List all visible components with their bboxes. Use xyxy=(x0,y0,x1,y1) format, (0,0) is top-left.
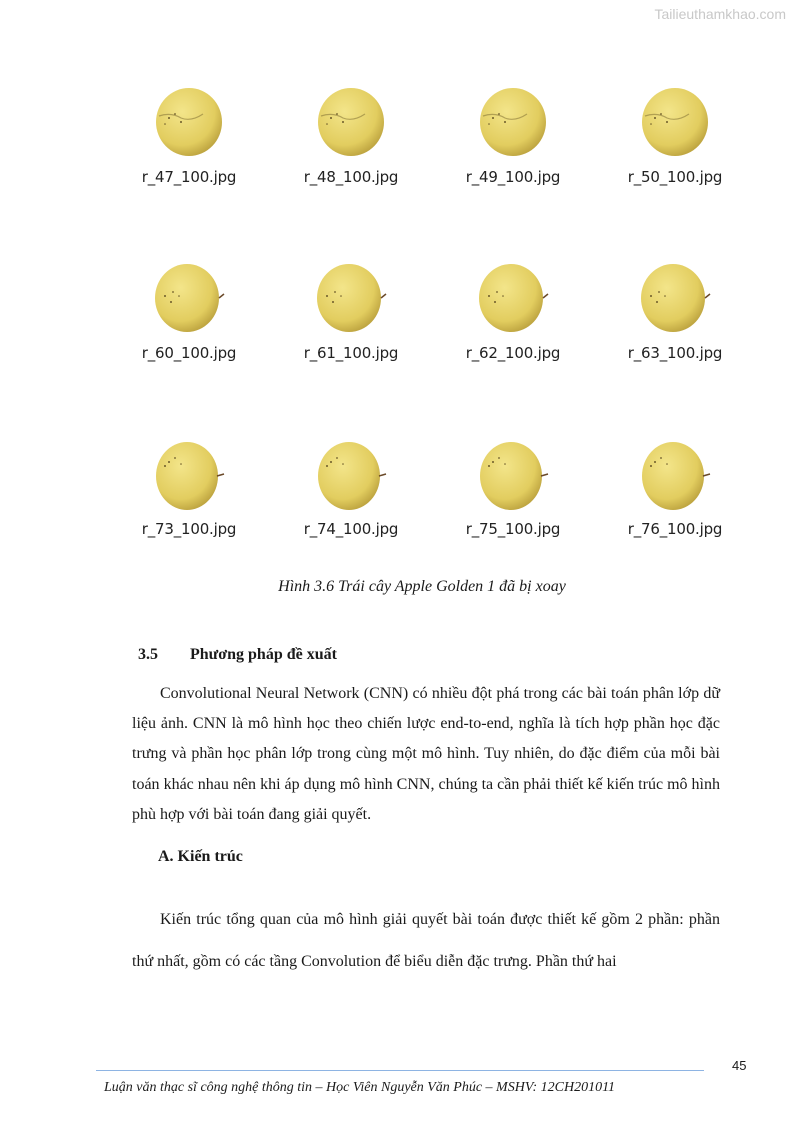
image-thumbnail xyxy=(108,84,270,260)
apple-image xyxy=(313,84,389,160)
image-filename: r_63_100.jpg xyxy=(627,344,723,362)
apple-image xyxy=(637,84,713,160)
paragraph xyxy=(132,679,720,830)
image-filename: r_47_100.jpg xyxy=(141,168,237,186)
image-grid xyxy=(108,84,756,612)
image-thumbnail xyxy=(108,260,270,436)
image-filename: r_74_100.jpg xyxy=(303,520,399,538)
image-filename: r_50_100.jpg xyxy=(627,168,723,186)
image-thumbnail xyxy=(270,84,432,260)
image-thumbnail xyxy=(594,260,756,436)
apple-image xyxy=(151,84,227,160)
apple-image xyxy=(151,260,227,336)
image-filename: r_62_100.jpg xyxy=(465,344,561,362)
apple-image xyxy=(313,436,389,512)
section-heading xyxy=(138,646,337,664)
apple-image xyxy=(475,84,551,160)
watermark: Tailieuthamkhao.com xyxy=(654,6,786,22)
image-filename: r_49_100.jpg xyxy=(465,168,561,186)
section-title: Phương pháp đề xuất xyxy=(190,646,337,663)
page-number: 45 xyxy=(732,1058,747,1073)
image-filename: r_61_100.jpg xyxy=(303,344,399,362)
figure-caption: Hình 3.6 Trái cây Apple Golden 1 đã bị xoay xyxy=(278,578,566,595)
apple-image xyxy=(151,436,227,512)
image-row xyxy=(108,260,756,436)
paragraph-text: Kiến trúc tổng quan của mô hình giải quyết bài toán được thiết kế gồm 2 phần: phần thứ nhất, gồm có các tầng Convolution để biểu diễn đặc trưng. Phần thứ hai xyxy=(132,911,720,970)
apple-image xyxy=(313,260,389,336)
image-filename: r_76_100.jpg xyxy=(627,520,723,538)
apple-image xyxy=(475,436,551,512)
paragraph-text: Convolutional Neural Network (CNN) có nhiều đột phá trong các bài toán phân lớp dữ liệu ảnh. CNN là mô hình học theo chiến lược end-to-end, nghĩa là tích hợp phần học đặc trưng và phần học phân lớp trong cùng một mô hình. Tuy nhiên, do đặc điểm của mỗi bài toán khác nhau nên khi áp dụng mô hình CNN, chúng ta cần phải thiết kế kiến trúc mô hình phù hợp với bài toán đang giải quyết. xyxy=(132,685,720,823)
image-filename: r_73_100.jpg xyxy=(141,520,237,538)
paragraph xyxy=(132,899,720,983)
footer-text: Luận văn thạc sĩ công nghệ thông tin – Học Viên Nguyễn Văn Phúc – MSHV: 12CH201011 xyxy=(104,1080,616,1095)
image-thumbnail xyxy=(594,84,756,260)
image-row xyxy=(108,84,756,260)
apple-image xyxy=(637,260,713,336)
image-thumbnail xyxy=(432,260,594,436)
image-filename: r_75_100.jpg xyxy=(465,520,561,538)
subsection-heading: A. Kiến trúc xyxy=(158,848,243,865)
image-thumbnail xyxy=(270,260,432,436)
image-thumbnail xyxy=(432,84,594,260)
apple-image xyxy=(637,436,713,512)
footer-divider xyxy=(96,1070,704,1071)
section-number: 3.5 xyxy=(138,646,158,663)
apple-image xyxy=(475,260,551,336)
image-filename: r_60_100.jpg xyxy=(141,344,237,362)
image-filename: r_48_100.jpg xyxy=(303,168,399,186)
